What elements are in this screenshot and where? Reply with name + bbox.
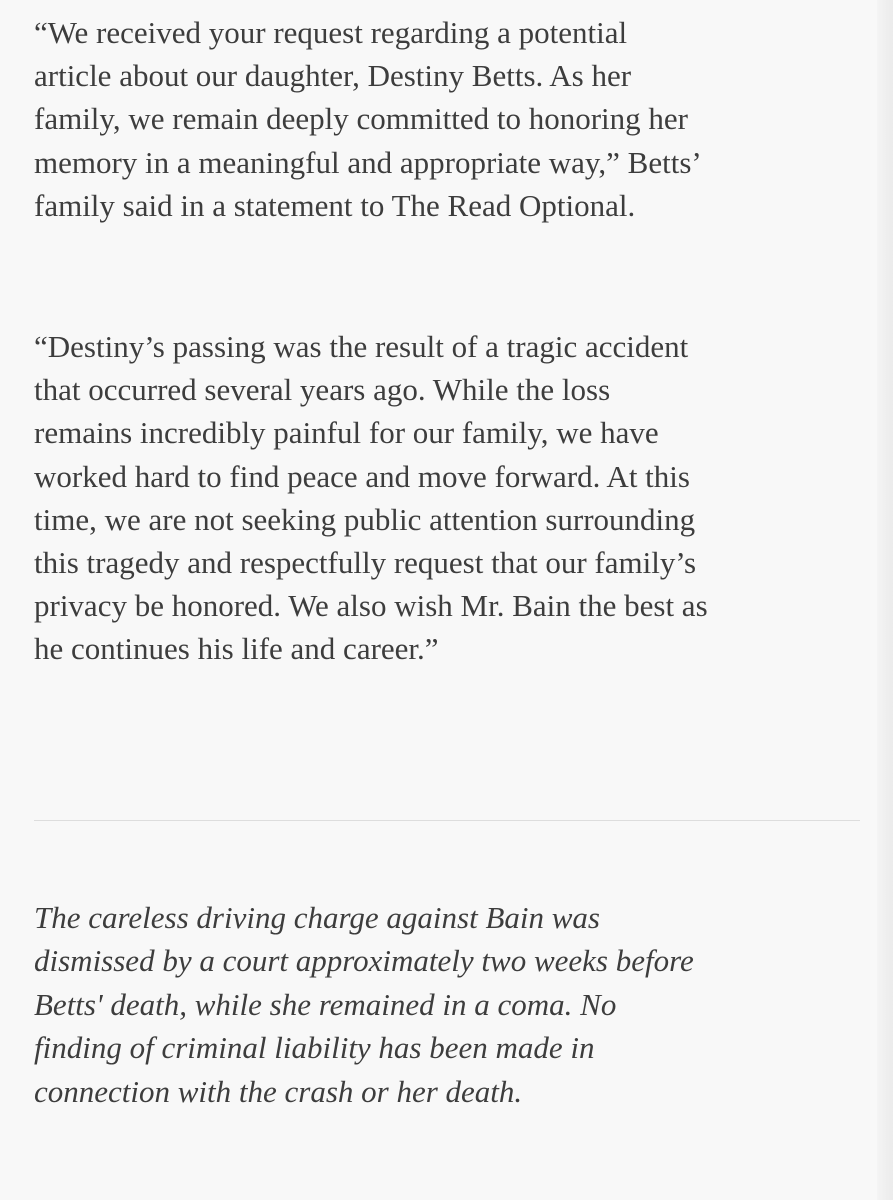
text-line: privacy be honored. We also wish Mr. Bain the best as [34, 588, 708, 624]
editor-note [34, 896, 694, 1113]
text-line: he continues his life and career.” [34, 631, 439, 667]
text-line: this tragedy and respectfully request that our family’s [34, 545, 697, 581]
text-line: Betts' death, while she remained in a coma. No [34, 986, 617, 1022]
text-line: The careless driving charge against Bain was [34, 900, 600, 935]
text-line: family said in a statement to The Read Optional. [34, 187, 636, 223]
text-line: finding of criminal liability has been made in [34, 1030, 595, 1066]
text-line: time, we are not seeking public attention surrounding [34, 501, 696, 537]
text-line: that occurred several years ago. While the loss [34, 372, 611, 408]
page-edge [877, 0, 893, 1200]
text-line: “We received your request regarding a potential [34, 15, 628, 50]
text-line: remains incredibly painful for our family, we have [34, 415, 659, 451]
text-line: “Destiny’s passing was the result of a tragic accident [34, 329, 689, 364]
family-statement-paragraph-1 [34, 11, 702, 227]
text-line: worked hard to find peace and move forward. At this [34, 458, 690, 494]
family-statement-paragraph-2 [34, 325, 708, 671]
text-line: article about our daughter, Destiny Betts. As her [34, 58, 632, 94]
text-line: family, we remain deeply committed to honoring her [34, 101, 688, 137]
section-divider [34, 820, 860, 821]
text-line: dismissed by a court approximately two weeks before [34, 943, 694, 979]
text-line: memory in a meaningful and appropriate way,” Betts’ [34, 144, 702, 180]
text-line: connection with the crash or her death. [34, 1073, 523, 1109]
